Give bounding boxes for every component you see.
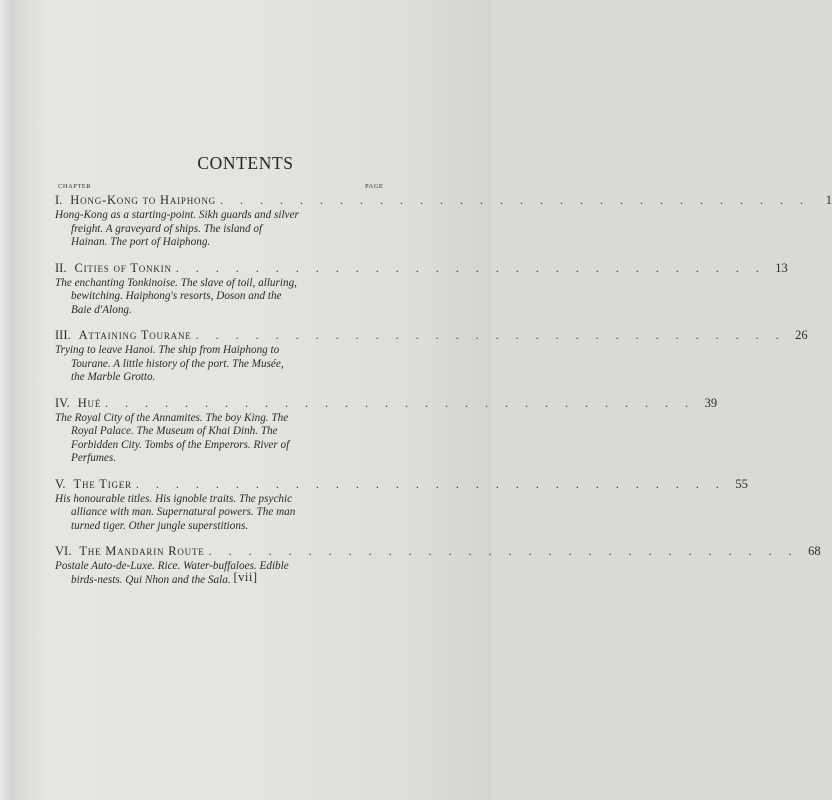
entry-heading (55, 543, 821, 559)
summary-line: The Royal City of the Annamites. The boy King. The (55, 411, 289, 424)
page-number: 55 (735, 476, 748, 491)
summary-line: birds-nests. Qui Nhon and the Sala. (71, 573, 231, 586)
chapter-number: II. (55, 260, 67, 275)
leader-dots: . . . . . . . . . . . . . . . . . . . . . . . . . . . . . . (195, 328, 786, 342)
table-of-contents (55, 192, 832, 597)
leader-dots: . . . . . . . . . . . . . . . . . . . . . . . . . . . . . . (175, 260, 766, 275)
entry-heading (55, 192, 832, 208)
toc-entry (55, 192, 832, 250)
page-number: 68 (808, 544, 821, 558)
entry-heading (55, 395, 718, 411)
toc-entry (55, 395, 718, 466)
chapter-summary (55, 277, 388, 318)
page-number: 39 (704, 395, 718, 410)
summary-line: Hainan. The port of Haiphong. (71, 236, 211, 248)
chapter-title: Attaining Tourane (78, 328, 192, 342)
leader-dots: . . . . . . . . . . . . . . . . . . . . . . . . . . . . . . (208, 544, 799, 558)
summary-line: Postale Auto-de-Luxe. Rice. Water-buffaloes. Edible (55, 560, 289, 572)
summary-line: Royal Palace. The Museum of Khai Dinh. The (71, 425, 278, 437)
chapter-number: I. (55, 193, 63, 207)
summary-line: turned tiger. Other jungle superstitions. (71, 519, 249, 532)
summary-line: alliance with man. Supernatural powers. The man (71, 506, 296, 518)
summary-line: Trying to leave Hanoi. The ship from Haiphong to (55, 344, 280, 356)
page-number: 1 (825, 193, 832, 207)
entry-heading (55, 327, 808, 343)
entry-heading (55, 260, 788, 276)
chapter-number: V. (55, 476, 66, 491)
page-gutter (0, 0, 14, 800)
chapter-number: IV. (55, 395, 70, 410)
summary-line: Forbidden City. Tombs of the Emperors. River of (71, 438, 290, 451)
toc-entry (55, 260, 788, 318)
summary-line: freight. A graveyard of ships. The island of (71, 222, 263, 235)
page-number: 26 (795, 328, 808, 342)
summary-line: bewitching. Haiphong's resorts, Doson and the (71, 290, 282, 302)
chapter-summary (55, 344, 388, 385)
toc-entry (55, 327, 808, 385)
chapter-summary (55, 493, 388, 534)
summary-line: Baie d'Along. (71, 303, 132, 316)
page-folio: [vii] (233, 570, 258, 584)
summary-line: The enchanting Tonkinoise. The slave of toil, alluring, (55, 276, 297, 289)
entry-heading (55, 476, 748, 492)
contents-title: CONTENTS (197, 153, 294, 173)
chapter-number: VI. (55, 544, 72, 558)
chapter-title: Hong-Kong to Haiphong (70, 193, 216, 207)
chapter-title: Cities of Tonkin (74, 260, 172, 275)
toc-entry (55, 476, 748, 534)
leader-dots: . . . . . . . . . . . . . . . . . . . . . . . . . . . . . . (219, 193, 810, 207)
chapter-summary (55, 209, 388, 250)
chapter-title: The Mandarin Route (79, 544, 205, 558)
summary-line: Tourane. A little history of the port. The Musée, (71, 357, 284, 370)
leader-dots: . . . . . . . . . . . . . . . . . . . . . . . . . . . . . . (105, 395, 696, 410)
summary-line: the Marble Grotto. (71, 371, 156, 383)
chapter-title: Hué (77, 395, 102, 410)
chapter-number: III. (55, 328, 71, 342)
page-column-header: PAGE (365, 183, 384, 190)
page-number: 13 (775, 260, 788, 275)
chapter-title: The Tiger (73, 476, 132, 491)
chapter-summary (55, 412, 388, 466)
summary-line: Perfumes. (71, 452, 117, 464)
summary-line: His honourable titles. His ignoble traits. The psychic (55, 492, 293, 505)
chapter-column-header: CHAPTER (58, 183, 92, 190)
summary-line: Hong-Kong as a starting-point. Sikh guards and silver (55, 209, 299, 221)
leader-dots: . . . . . . . . . . . . . . . . . . . . . . . . . . . . . . (135, 476, 726, 491)
